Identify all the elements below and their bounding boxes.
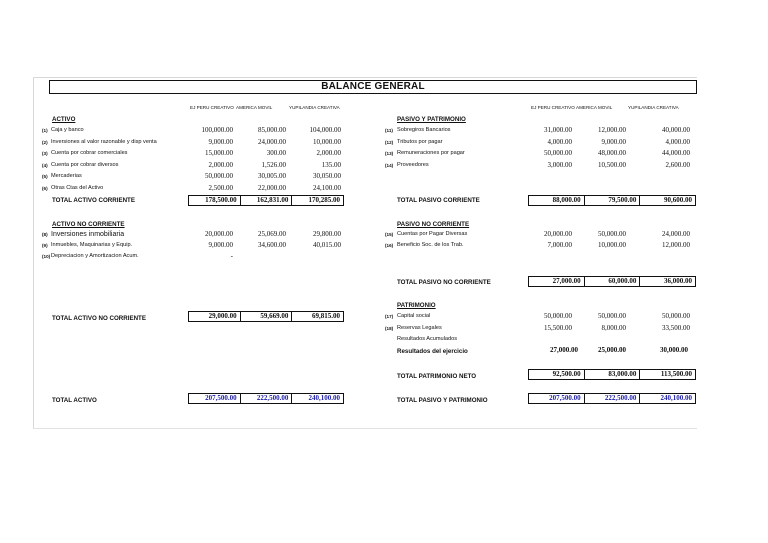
- row-value: 7,000.00: [547, 241, 572, 249]
- row-index: (18): [385, 325, 394, 331]
- row-label: Proveedores: [397, 161, 429, 168]
- row-value: 300.00: [266, 149, 286, 158]
- row-value: 15,000.00: [205, 149, 233, 158]
- row-value: 3,000.00: [547, 160, 572, 169]
- row-label: Tributos por pagar: [397, 138, 443, 145]
- resultados-ejercicio-2: 25,000.00: [598, 346, 626, 354]
- total-pasivo-corriente-2: 79,500.00: [584, 196, 640, 205]
- row-label: Reservas Legales: [397, 324, 442, 331]
- row-index: (5): [42, 174, 48, 180]
- row-label: Otras Ctas del Activo: [51, 185, 104, 191]
- row-value: 2,500.00: [208, 184, 233, 192]
- total-pasivo-patrimonio-1: 207,500.00: [549, 394, 581, 402]
- row-value: 33,500.00: [662, 323, 690, 332]
- activo-section-title: ACTIVO: [52, 116, 76, 123]
- total-pasivo-corriente-1: 88,000.00: [552, 196, 581, 204]
- row-value: 24,000.00: [662, 230, 690, 238]
- row-label: Inversiones inmobiliaria: [51, 231, 125, 238]
- row-value: 50,000.00: [544, 312, 572, 320]
- row-value: 30,050.00: [313, 172, 341, 181]
- row-value: 12,000.00: [662, 241, 690, 249]
- total-pasivo-no-corriente-label: TOTAL PASIVO NO CORRIENTE: [397, 279, 491, 286]
- total-pasivo-patrimonio-2: 222,500.00: [584, 394, 640, 403]
- row-value: 2,600.00: [665, 160, 690, 169]
- row-index: (16): [385, 243, 394, 248]
- row-label: Cuenta por cobrar diversos: [51, 161, 119, 168]
- row-index: (9): [42, 243, 48, 248]
- total-activo-no-corriente-box: [188, 311, 344, 322]
- row-value: 85,000.00: [258, 126, 286, 134]
- row-value: 50,000.00: [205, 172, 233, 181]
- total-activo-no-corriente-label: TOTAL ACTIVO NO CORRIENTE: [52, 315, 146, 322]
- row-index: (10): [42, 254, 51, 259]
- total-pasivo-patrimonio-box: [528, 393, 696, 404]
- row-value: 20,000.00: [205, 230, 233, 238]
- row-value: 4,000.00: [547, 137, 572, 146]
- row-label: Beneficio Soc. de los Trab.: [397, 242, 464, 248]
- row-label: Mercaderias: [51, 173, 82, 180]
- row-value: 20,000.00: [544, 230, 572, 238]
- row-value: 15,500.00: [544, 323, 572, 332]
- page-title: BALANCE GENERAL: [49, 80, 697, 94]
- row-value: 10,000.00: [598, 241, 626, 249]
- row-value: 9,000.00: [208, 241, 233, 249]
- row-value: 50,000.00: [662, 312, 690, 320]
- row-label: Remuneraciones por pagar: [397, 150, 465, 157]
- row-value: 2,000.00: [208, 160, 233, 169]
- row-value: 50,000.00: [544, 149, 572, 158]
- row-index: (8): [42, 232, 48, 237]
- row-value: 50,000.00: [598, 312, 626, 320]
- total-patrimonio-box: [528, 369, 696, 380]
- row-index: (14): [385, 162, 394, 168]
- row-value: 9,000.00: [208, 137, 233, 146]
- row-index: (15): [385, 232, 394, 237]
- row-value: 29,800.00: [313, 230, 341, 238]
- resultados-ejercicio-label: Resultados del ejercicio: [397, 348, 468, 355]
- pasivo-no-corriente-title: PASIVO NO CORRIENTE: [397, 221, 470, 228]
- company-header-3-right: YUPILANDIA CREATIVA: [628, 105, 679, 110]
- row-value: 50,000.00: [598, 230, 626, 238]
- total-patrimonio-2: 83,000.00: [584, 370, 640, 379]
- row-value: 31,000.00: [544, 126, 572, 134]
- total-pasivo-no-corriente-box: [528, 276, 696, 287]
- row-value: 40,015.00: [313, 241, 341, 249]
- total-activo-1: 207,500.00: [205, 394, 237, 402]
- row-index: (2): [42, 139, 48, 145]
- row-value: 24,100.00: [313, 184, 341, 192]
- row-index: (4): [42, 162, 48, 168]
- row-value: 104,000.00: [309, 126, 341, 134]
- patrimonio-section-title: PATRIMONIO: [397, 302, 436, 309]
- company-header-2-right: AMERICA MOVIL: [576, 105, 613, 110]
- company-header-1: EJ PERU CREATIVO: [190, 105, 234, 110]
- total-activo-2: 222,500.00: [240, 394, 292, 403]
- total-activo-no-corriente-3: 69,815.00: [291, 312, 343, 321]
- total-pasivo-patrimonio-label: TOTAL PASIVO Y PATRIMONIO: [397, 397, 488, 404]
- row-label: Inmuebles, Maquinarias y Equip.: [51, 242, 133, 248]
- row-label: Inversiones al valor razonable y disp venta: [51, 138, 157, 145]
- row-label: Capital social: [397, 313, 431, 319]
- row-value: 22,000.00: [258, 184, 286, 192]
- row-index: (11): [385, 128, 393, 133]
- row-label: Caja y banco: [51, 127, 84, 133]
- row-label: Sobregiros Bancarios: [397, 127, 451, 133]
- total-patrimonio-1: 92,500.00: [552, 370, 581, 378]
- row-value: 135.00: [321, 160, 341, 169]
- resultados-ejercicio-3: 30,000.00: [660, 346, 688, 354]
- total-patrimonio-3: 113,500.00: [639, 370, 695, 379]
- total-activo-no-corriente-1: 29,000.00: [208, 312, 237, 320]
- resultados-ejercicio-1: 27,000.00: [550, 346, 578, 354]
- total-pasivo-no-corriente-1: 27,000.00: [552, 277, 581, 285]
- total-activo-corriente-box: [188, 195, 344, 206]
- row-value: 2,000.00: [316, 149, 341, 158]
- row-index: (13): [385, 151, 394, 157]
- row-value: 10,000.00: [313, 137, 341, 146]
- row-value: 44,000.00: [662, 149, 690, 158]
- row-label: Cuentas por Pagar Diversas: [397, 231, 468, 237]
- total-activo-label: TOTAL ACTIVO: [52, 397, 97, 404]
- total-activo-no-corriente-2: 59,669.00: [240, 312, 292, 321]
- row-label: Cuenta por cobrar comerciales: [51, 150, 128, 157]
- pasivo-section-title: PASIVO Y PATRIMONIO: [397, 116, 466, 123]
- row-value: 9,000.00: [601, 137, 626, 146]
- total-pasivo-no-corriente-2: 60,000.00: [584, 277, 640, 286]
- total-activo-corriente-1: 178,500.00: [205, 196, 237, 204]
- row-value: 10,500.00: [598, 160, 626, 169]
- row-value: 25,069.00: [258, 230, 286, 238]
- row-value: 30,005.00: [258, 172, 286, 181]
- row-label: Resultados Acumulados: [397, 336, 458, 342]
- total-pasivo-patrimonio-3: 240,100.00: [639, 394, 695, 403]
- total-activo-3: 240,100.00: [291, 394, 343, 403]
- row-value: 34,600.00: [258, 241, 286, 249]
- total-activo-corriente-label: TOTAL ACTIVO CORRIENTE: [52, 197, 135, 204]
- row-value: -: [230, 252, 233, 260]
- row-index: (3): [42, 151, 48, 157]
- company-header-1-right: EJ PERU CREATIVO: [531, 105, 575, 110]
- row-value: 48,000.00: [598, 149, 626, 158]
- activo-no-corriente-title: ACTIVO NO CORRIENTE: [52, 221, 125, 228]
- row-value: 8,000.00: [601, 323, 626, 332]
- row-value: 40,000.00: [662, 126, 690, 134]
- row-value: 100,000.00: [201, 126, 233, 134]
- total-pasivo-corriente-box: [528, 195, 696, 206]
- row-value: 1,526.00: [261, 160, 286, 169]
- total-activo-corriente-2: 162,831.00: [240, 196, 292, 205]
- row-value: 12,000.00: [598, 126, 626, 134]
- row-index: (6): [42, 186, 48, 191]
- total-pasivo-corriente-label: TOTAL PASIVO CORRIENTE: [397, 197, 480, 204]
- row-value: 4,000.00: [665, 137, 690, 146]
- company-header-2: AMERICA MOVIL: [236, 105, 273, 110]
- total-activo-box: [188, 393, 344, 404]
- row-index: (1): [42, 128, 48, 133]
- total-patrimonio-label: TOTAL PATRIMONIO NETO: [397, 373, 477, 380]
- company-header-3: YUPILANDIA CREATIVA: [289, 105, 340, 110]
- row-label: Depreciacion y Amortizacion Acum.: [51, 253, 139, 259]
- total-activo-corriente-3: 170,285.00: [291, 196, 343, 205]
- row-value: 24,000.00: [258, 137, 286, 146]
- row-index: (17): [385, 314, 394, 319]
- total-pasivo-corriente-3: 90,600.00: [639, 196, 695, 205]
- row-index: (12): [385, 139, 394, 145]
- total-pasivo-no-corriente-3: 36,000.00: [639, 277, 695, 286]
